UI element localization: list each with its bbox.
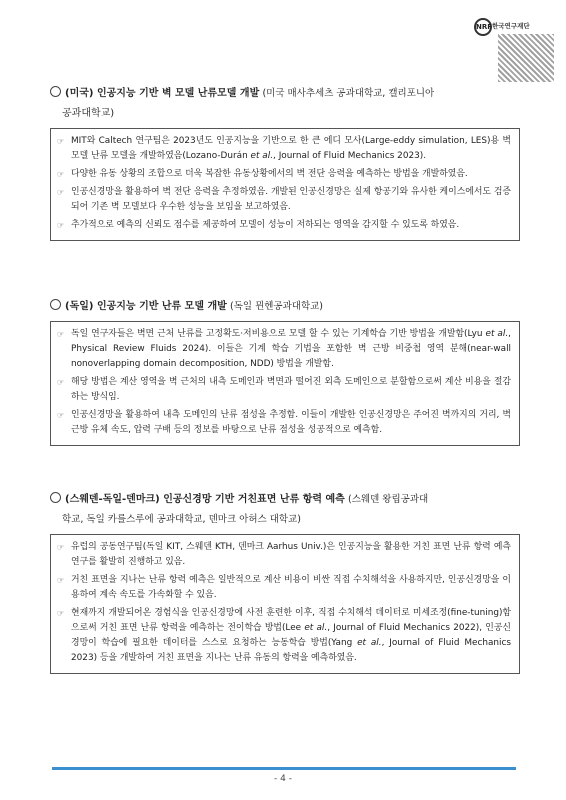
circle-bullet-icon xyxy=(50,86,61,97)
list-item-text: 거친 표면을 지나는 난류 항력 예측은 일반적으로 계산 비용이 비싼 직접 수치해석을 사용하지만, 인공신경망을 이용하여 계속 속도를 가속화할 수 있음. xyxy=(71,575,511,600)
organization-name: 한국연구재단 xyxy=(492,22,530,30)
list-item-text: 독일 연구자들은 벽면 근처 난류를 고정확도·저비용으로 모델 할 수 있는 기계학습 기반 방법을 개발함(Lyu et al., Physical Review Fluids 2024). 이들은 기계 학습 기법을 포함한 벽 근방 비중첩 영역 분해(near-wall nonoverlapping domain decomposition, NDD) 방법을 개발함. xyxy=(71,329,511,369)
list-item xyxy=(57,408,511,438)
footer-rule xyxy=(52,767,516,770)
circle-bullet-icon xyxy=(50,492,61,503)
content-box xyxy=(50,534,520,674)
pointing-hand-icon: ☞ xyxy=(57,170,65,179)
pointing-hand-icon: ☞ xyxy=(57,411,65,420)
list-item xyxy=(57,218,511,233)
list-item-text: 다양한 유동 상황의 조합으로 더욱 복잡한 유동상황에서의 벽 전단 응력을 예측하는 방법을 개발하였음. xyxy=(71,169,468,179)
list-item xyxy=(57,185,511,215)
list-item-text: 인공신경망을 활용하여 내측 도메인의 난류 점성을 추정함. 이들이 개발한 인공신경망은 주어진 벽까지의 거리, 벽 근방 유체 속도, 압력 구배 등의 정보를 바탕으로 난류 점성을 성공적으로 예측함. xyxy=(71,410,511,435)
pointing-hand-icon: ☞ xyxy=(57,609,65,618)
heading-institution: (미국 매사추세츠 공과대학교, 캘리포니아 xyxy=(262,88,435,99)
pointing-hand-icon: ☞ xyxy=(57,330,65,339)
list-item xyxy=(57,375,511,405)
heading-continuation: 공과대학교) xyxy=(62,108,115,119)
pointing-hand-icon: ☞ xyxy=(57,221,65,230)
list-item-text: 추가적으로 예측의 신뢰도 점수를 제공하여 모델이 성능이 저하되는 영역을 감지할 수 있도록 하였음. xyxy=(71,220,460,230)
page-number: - 4 - xyxy=(274,774,292,784)
list-item xyxy=(57,540,511,570)
nrf-logo-mark: NRF xyxy=(474,18,492,36)
list-item xyxy=(57,606,511,666)
circle-bullet-icon xyxy=(50,299,61,310)
heading-title: (독일) 인공지능 기반 난류 모델 개발 xyxy=(65,301,227,312)
heading-title: (스웨덴-독일-덴마크) 인공신경망 기반 거친표면 난류 항력 예측 xyxy=(65,494,345,505)
heading-institution: (독일 뮌헨공과대학교) xyxy=(229,301,324,312)
heading-institution: (스웨덴 왕립공과대 xyxy=(348,494,429,505)
list-item-text: 현재까지 개발되어온 경험식을 인공신경망에 사전 훈련한 이후, 직접 수치해석 데이터로 미세조정(fine-tuning)함으로써 거친 표면 난류 항력을 예측하는 전이학습 방법(Lee et al., Journal of Fluid Mechanics 2022), 인공신경망이 학습에 필요한 데이터를 스스로 요청하는 능동학습 방법(Yang et al., Journal of Fluid Mechanics 2023) 등을 개발하여 거친 표면을 지나는 난류 유동의 항력을 예측하였음. xyxy=(71,608,511,663)
pointing-hand-icon: ☞ xyxy=(57,137,65,146)
pointing-hand-icon: ☞ xyxy=(57,188,65,197)
pointing-hand-icon: ☞ xyxy=(57,576,65,585)
section-heading xyxy=(50,297,520,317)
pointing-hand-icon: ☞ xyxy=(57,378,65,387)
list-item xyxy=(57,167,511,182)
heading-continuation: 학교, 독일 카를스루에 공과대학교, 덴마크 아허스 대학교) xyxy=(62,514,301,525)
content-box xyxy=(50,321,520,446)
nrf-logo xyxy=(472,14,554,72)
pointing-hand-icon: ☞ xyxy=(57,543,65,552)
qr-code-image xyxy=(498,34,554,82)
list-item-text: MIT와 Caltech 연구팀은 2023년도 인공지능을 기반으로 한 큰 에디 모사(Large-eddy simulation, LES)용 벽 모델 난류 모델을 개발하였음(Lozano-Durán et al., Journal of Fluid Mechanics 2023). xyxy=(71,136,511,161)
list-item xyxy=(57,134,511,164)
section-heading xyxy=(50,490,520,530)
section-heading xyxy=(50,84,520,124)
list-item xyxy=(57,573,511,603)
list-item-text: 인공신경망을 활용하여 벽 전단 응력을 추정하였음. 개발된 인공신경망은 실제 항공기와 유사한 케이스에서도 검증되어 기존 벽 모델보다 우수한 성능을 보임을 보고하였음. xyxy=(71,187,511,212)
list-item xyxy=(57,327,511,372)
section-usa xyxy=(50,84,520,241)
list-item-text: 해당 방법은 계산 영역을 벽 근처의 내측 도메인과 벽면과 떨어진 외측 도메인으로 분할함으로써 계산 비용을 절감하는 방식임. xyxy=(71,377,511,402)
section-sweden-germany-denmark xyxy=(50,490,520,674)
heading-title: (미국) 인공지능 기반 벽 모델 난류모델 개발 xyxy=(65,88,260,99)
section-germany xyxy=(50,297,520,446)
content-box xyxy=(50,128,520,241)
list-item-text: 유럽의 공동연구팀(독일 KIT, 스웨덴 KTH, 덴마크 Aarhus Univ.)은 인공지능을 활용한 거친 표면 난류 항력 예측 연구를 활발히 진행하고 있음. xyxy=(71,542,511,567)
